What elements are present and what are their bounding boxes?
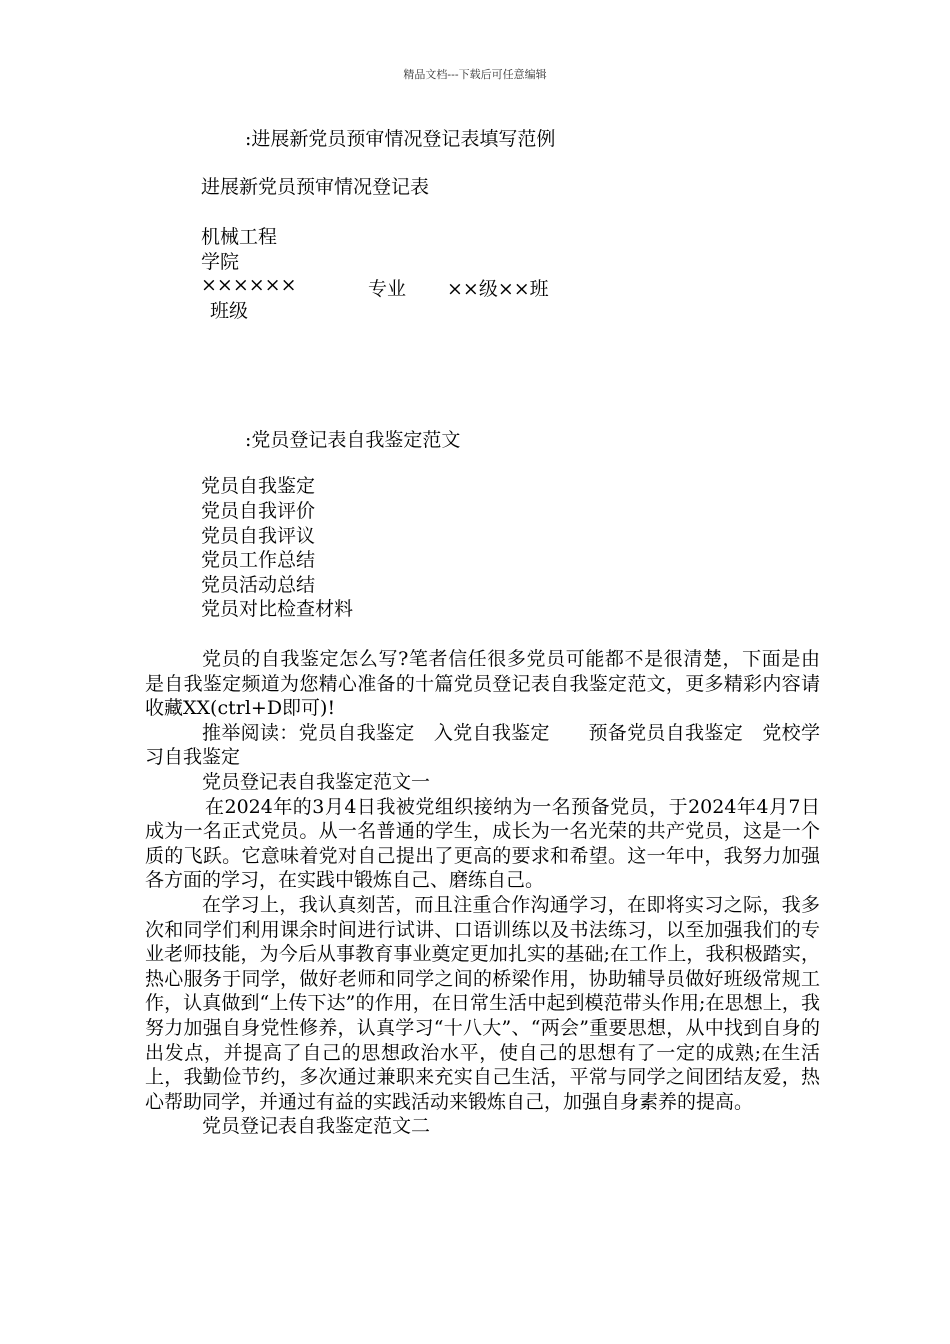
link-item[interactable]: 党员工作总结	[201, 549, 316, 571]
recommended-reading: 推举阅读：党员自我鉴定 入党自我鉴定 预备党员自我鉴定 党校学习自我鉴定	[145, 721, 820, 769]
section-title-1: :进展新党员预审情况登记表填写范例	[245, 128, 556, 150]
form-major-label: 专业	[368, 278, 407, 300]
link-item[interactable]: 党员自我评价	[201, 500, 316, 522]
article-body	[145, 647, 820, 1139]
essay-paragraph: 在学习上，我认真刻苦，而且注重合作沟通学习，在即将实习之际，我多次和同学们利用课余时间进行试讲、口语训练以及书法练习，以至加强我们的专业老师技能，为今后从事教育事业奠定更加扎实的基础;在工作上，我积极踏实，热心服务于同学，做好老师和同学之间的桥梁作用，协助辅导员做好班级常规工作，认真做到“上传下达”的作用，在日常生活中起到模范带头作用;在思想上，我努力加强自身党性修养，认真学习“十八大”、“两会”重要思想，从中找到自身的出发点，并提高了自己的思想政治水平，使自己的思想有了一定的成熟;在生活上，我勤俭节约，多次通过兼职来充实自己生活，平常与同学之间团结友爱，热心帮助同学，并通过有益的实践活动来锻炼自己，加强自身素养的提高。	[145, 893, 820, 1113]
form-class-label: 班级	[210, 300, 249, 322]
essay-paragraph: 在2024年的3月4日我被党组织接纳为一名预备党员，于2024年4月7日成为一名正式党员。从一名普通的学生，成长为一名光荣的共产党员，这是一个质的飞跃。它意味着党对自己提出了更高的要求和希望。这一年中，我努力加强各方面的学习，在实践中锻炼自己、磨练自己。	[145, 795, 820, 892]
link-item[interactable]: 党员自我鉴定	[201, 475, 316, 497]
form-dept: 机械工程	[201, 226, 278, 248]
link-item[interactable]: 党员自我评议	[201, 525, 316, 547]
section-heading-2: 党员登记表自我鉴定范文二	[202, 1115, 431, 1138]
form-major-value: ××××××	[201, 274, 297, 296]
link-item[interactable]: 党员对比检查材料	[201, 598, 354, 620]
link-item[interactable]: 党员活动总结	[201, 574, 316, 596]
form-class-value: ××级××班	[447, 278, 549, 300]
section-title-2: :党员登记表自我鉴定范文	[245, 429, 461, 451]
section-heading-1: 党员登记表自我鉴定范文一	[202, 770, 431, 793]
intro-paragraph: 党员的自我鉴定怎么写?笔者信任很多党员可能都不是很清楚，下面是由是自我鉴定频道为您精心准备的十篇党员登记表自我鉴定范文，更多精彩内容请收藏XX(ctrl+D即可)!	[145, 648, 820, 720]
page-header: 精品文档---下载后可任意编辑	[403, 68, 547, 81]
form-college-label: 学院	[201, 251, 240, 273]
form-row-major-class	[201, 274, 801, 299]
form-title: 进展新党员预审情况登记表	[201, 176, 430, 198]
